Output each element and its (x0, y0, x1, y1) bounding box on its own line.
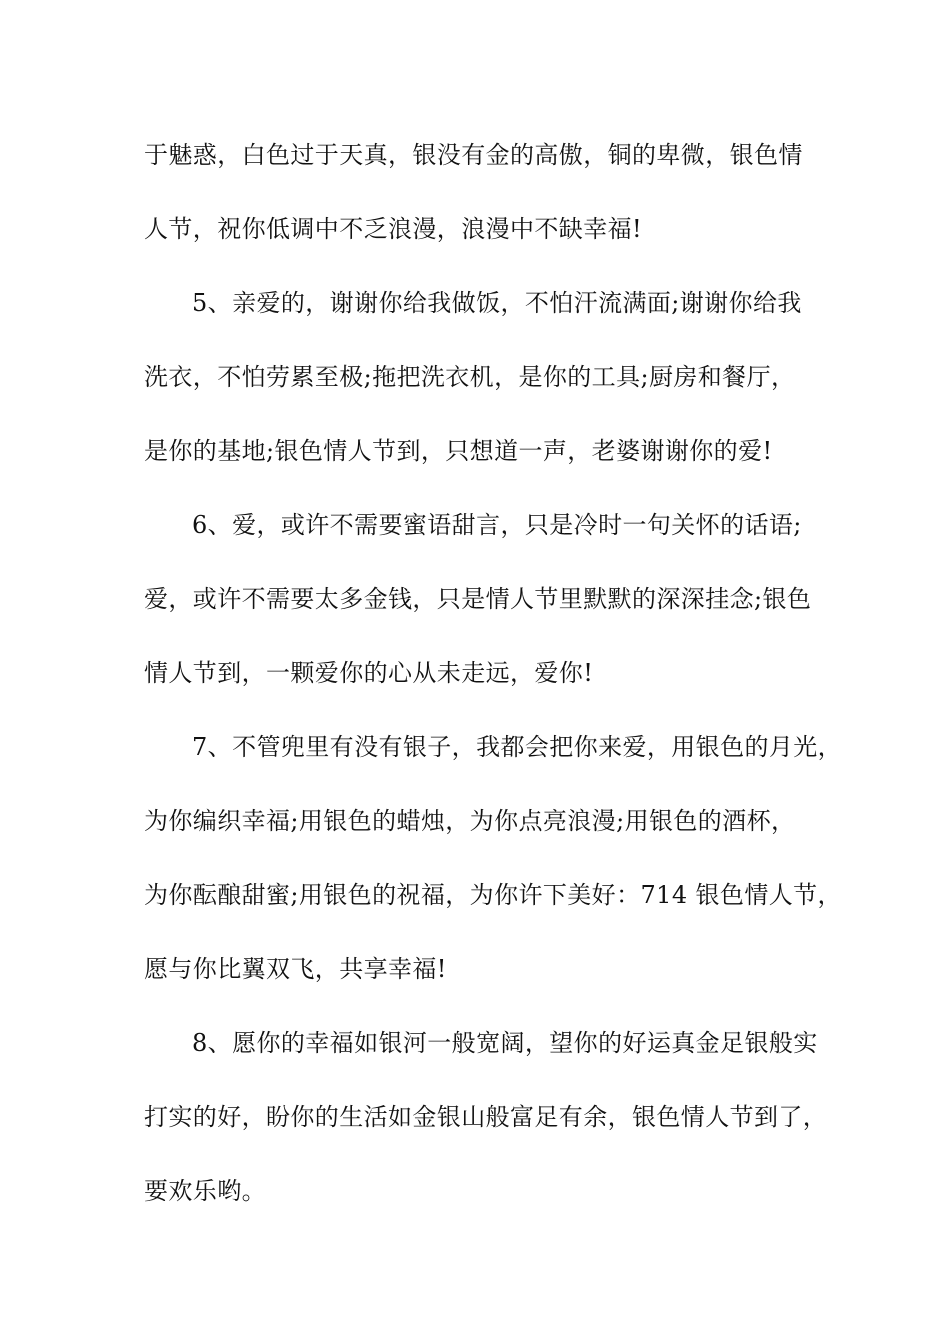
text-line: 6、爱，或许不需要蜜语甜言，只是冷时一句关怀的话语; (192, 511, 802, 539)
paragraph-6 (144, 488, 834, 710)
text-line: 要欢乐哟。 (144, 1177, 266, 1205)
text-line: 5、亲爱的，谢谢你给我做饭，不怕汗流满面;谢谢你给我 (192, 289, 802, 317)
text-line: 于魅惑，白色过于天真，银没有金的高傲，铜的卑微，银色情 (144, 141, 803, 169)
text-line: 愿与你比翼双飞，共享幸福! (144, 955, 447, 983)
paragraph-8 (144, 1006, 834, 1228)
paragraph-continuation (144, 118, 834, 266)
text-line: 7、不管兜里有没有银子，我都会把你来爱，用银色的月光， (192, 733, 843, 761)
text-line: 为你酝酿甜蜜;用银色的祝福，为你许下美好：714 银色情人节， (144, 881, 842, 909)
paragraph-5 (144, 266, 834, 488)
text-line: 爱，或许不需要太多金钱，只是情人节里默默的深深挂念;银色 (144, 585, 812, 613)
text-line: 洗衣，不怕劳累至极;拖把洗衣机，是你的工具;厨房和餐厅， (144, 363, 796, 391)
text-line: 人节，祝你低调中不乏浪漫，浪漫中不缺幸福! (144, 215, 643, 243)
text-line: 情人节到，一颗爱你的心从未走远，爱你! (144, 659, 594, 687)
text-line: 8、愿你的幸福如银河一般宽阔，望你的好运真金足银般实 (192, 1029, 818, 1057)
text-line: 为你编织幸福;用银色的蜡烛，为你点亮浪漫;用银色的酒杯， (144, 807, 796, 835)
paragraph-7 (144, 710, 843, 1006)
text-line: 是你的基地;银色情人节到，只想道一声，老婆谢谢你的爱! (144, 437, 773, 465)
document-body (144, 118, 843, 1228)
text-line: 打实的好，盼你的生活如金银山般富足有余，银色情人节到了， (144, 1103, 828, 1131)
